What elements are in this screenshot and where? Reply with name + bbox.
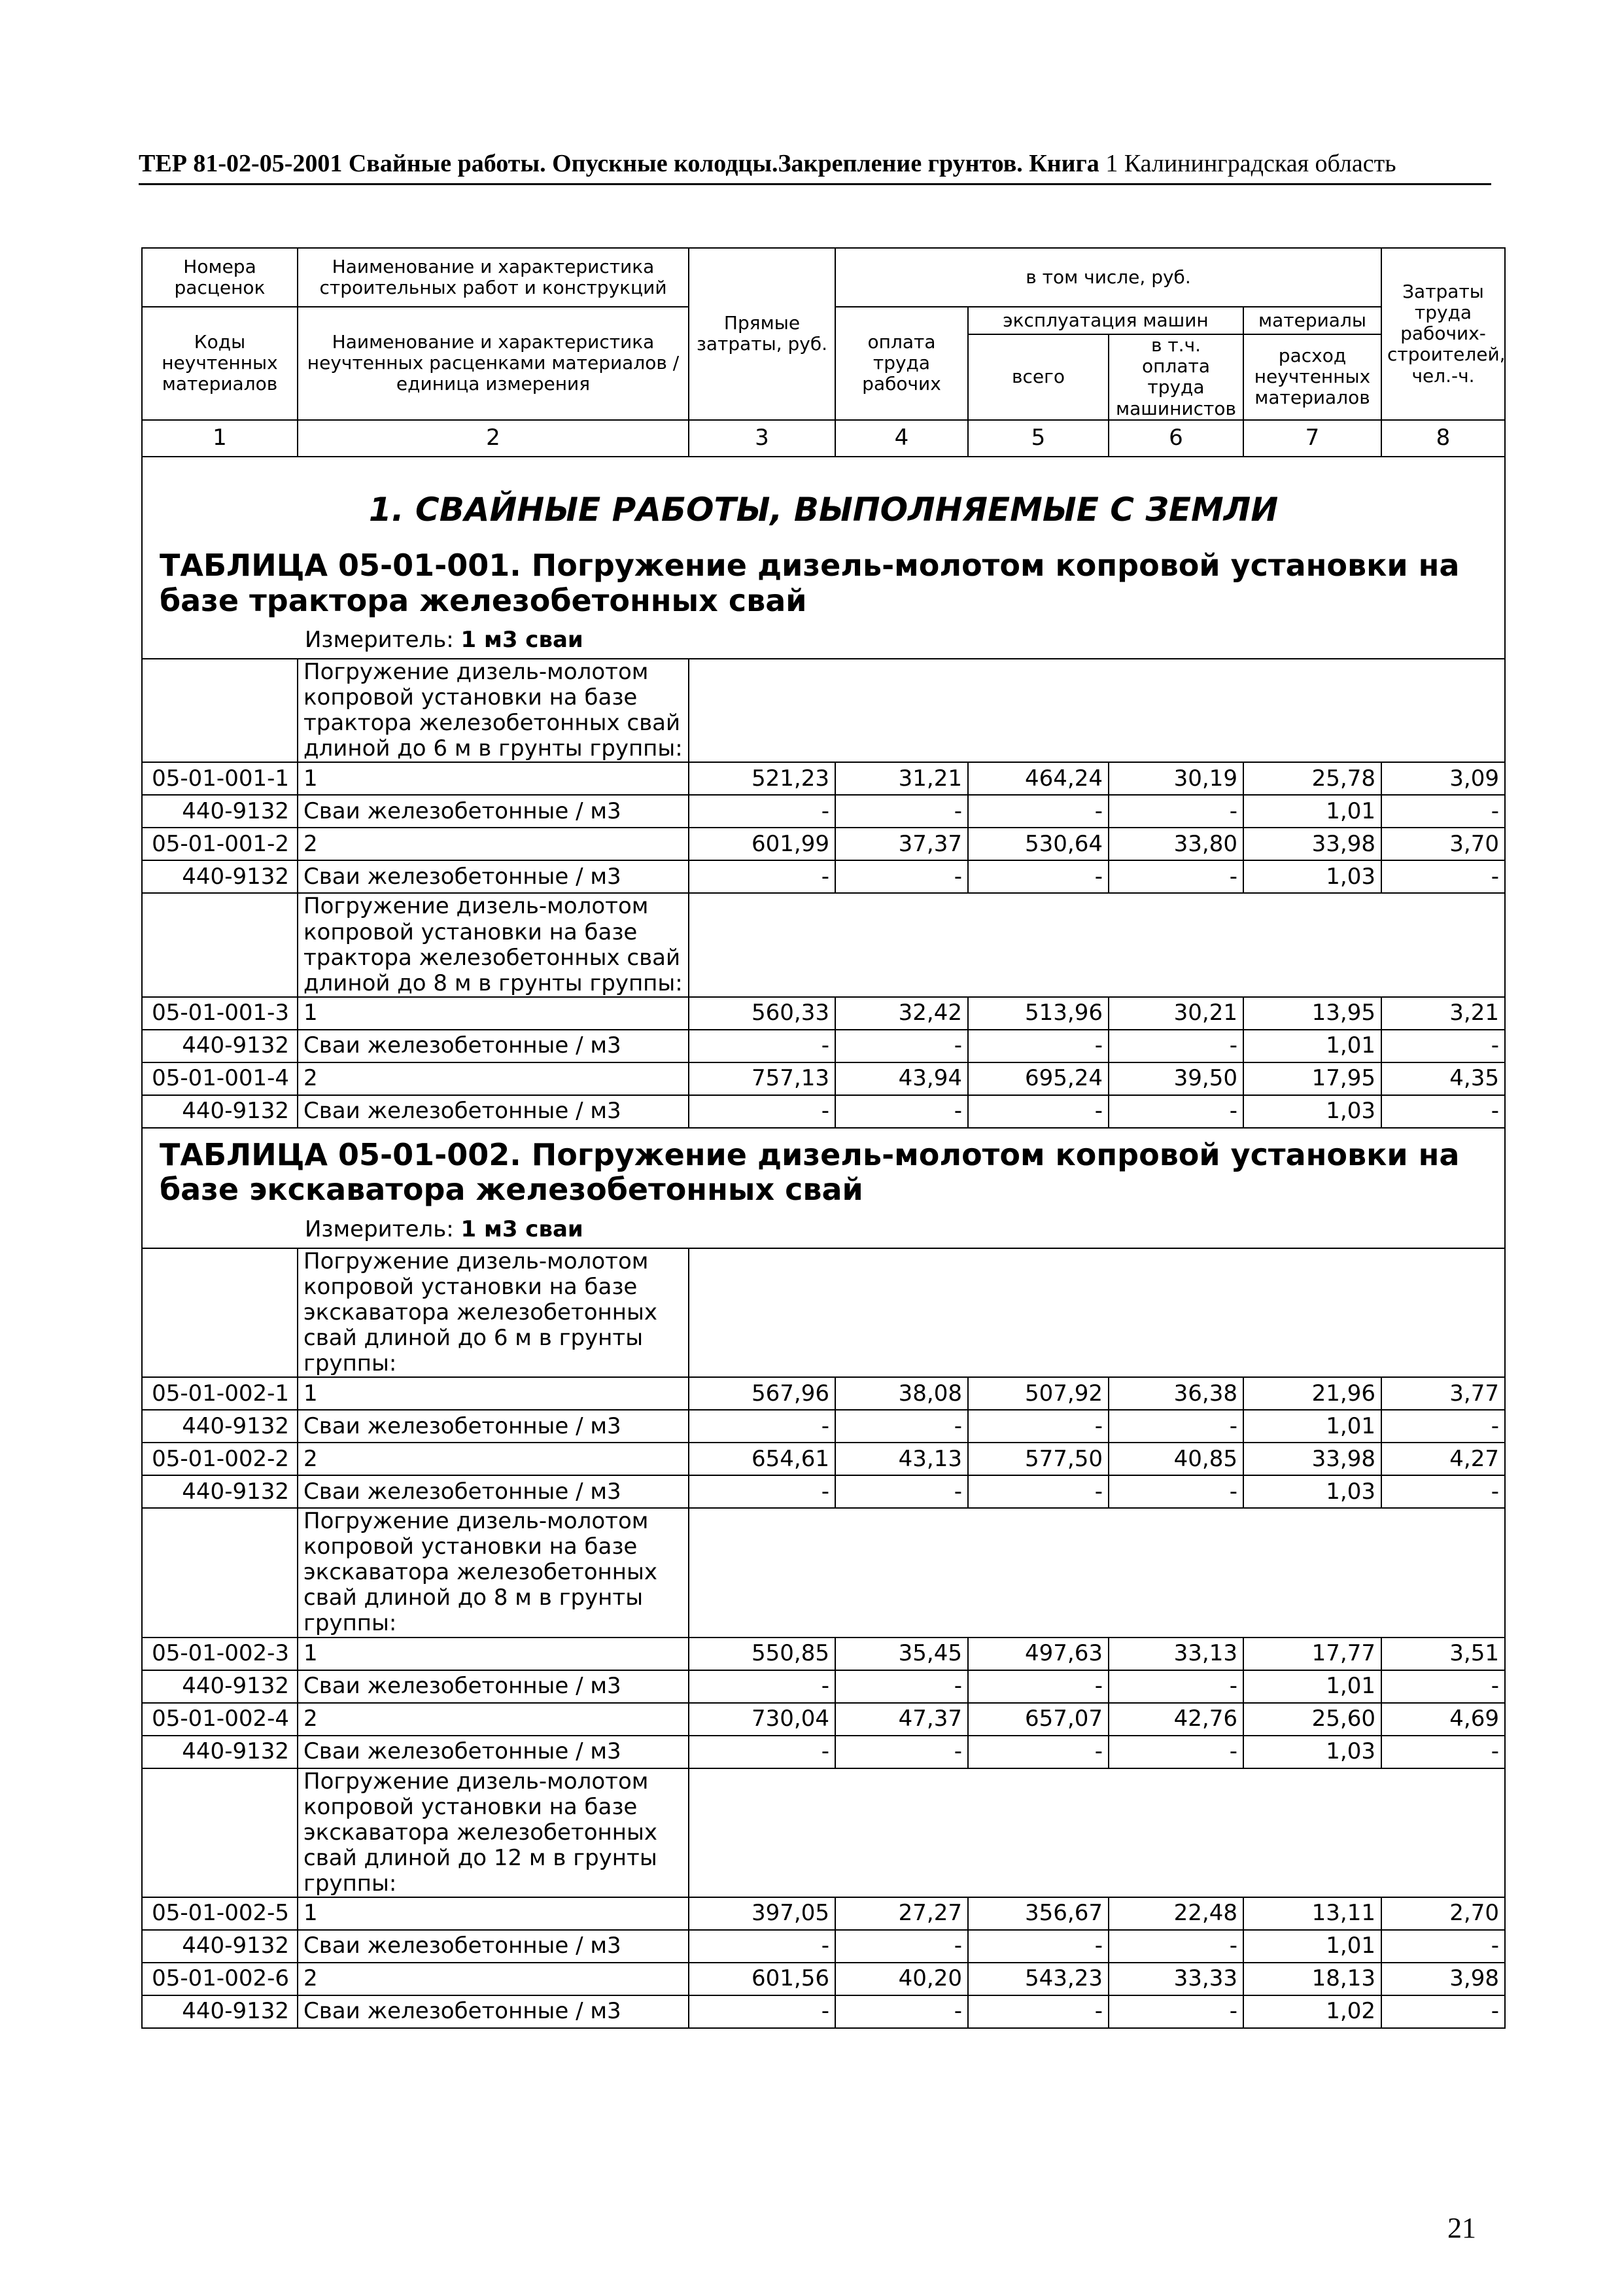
value-cell: - [1109,1930,1243,1963]
rate-name: 2 [298,1963,689,1995]
value-cell: 27,27 [835,1897,968,1930]
table-row [142,1062,1505,1095]
value-cell: 601,56 [689,1963,835,1995]
value-cell: 32,42 [835,997,968,1030]
value-cell: - [1381,1930,1505,1963]
value-cell: - [689,795,835,828]
value-cell: - [689,1736,835,1768]
value-cell: 521,23 [689,762,835,795]
value-cell: 25,78 [1243,762,1381,795]
rate-code: 05-01-002-3 [142,1638,298,1670]
material-row [142,795,1505,828]
value-cell: 33,33 [1109,1963,1243,1995]
col1-header-top: Номера расценок [142,248,298,307]
value-cell: 33,98 [1243,828,1381,860]
rate-code: 05-01-002-2 [142,1443,298,1475]
value-cell: 2,70 [1381,1897,1505,1930]
value-cell: - [1109,860,1243,893]
value-cell: 654,61 [689,1443,835,1475]
value-cell: 17,77 [1243,1638,1381,1670]
value-cell: 42,76 [1109,1703,1243,1736]
col8-header: Затраты труда рабочих-строителей, чел.-ч. [1381,248,1505,420]
value-cell: 3,21 [1381,997,1505,1030]
value-cell: - [835,1930,968,1963]
material-name: Сваи железобетонные / м3 [298,1930,689,1963]
col-number: 2 [298,420,689,457]
value-cell: - [689,1930,835,1963]
value-cell: 577,50 [968,1443,1109,1475]
table-row [142,997,1505,1030]
value-cell: - [968,1995,1109,2028]
value-cell: 1,01 [1243,1670,1381,1703]
material-code: 440-9132 [142,1736,298,1768]
value-cell: 497,63 [968,1638,1109,1670]
page-header [139,149,1491,185]
value-cell: 30,19 [1109,762,1243,795]
value-cell: 13,95 [1243,997,1381,1030]
material-code: 440-9132 [142,860,298,893]
value-cell: 47,37 [835,1703,968,1736]
group-description-row [142,1508,1505,1637]
rate-name: 2 [298,828,689,860]
value-cell: 530,64 [968,828,1109,860]
page-number: 21 [1447,2212,1476,2244]
value-cell: 1,01 [1243,1930,1381,1963]
value-cell: 36,38 [1109,1377,1243,1410]
value-cell: - [968,1410,1109,1443]
value-cell: - [835,1670,968,1703]
rate-name: 1 [298,1377,689,1410]
material-row [142,1410,1505,1443]
value-cell: 43,13 [835,1443,968,1475]
value-cell: 513,96 [968,997,1109,1030]
group-description: Погружение дизель-молотом копровой установки на базе экскаватора железобетонных свай длиной до 12 м в грунты группы: [298,1768,689,1897]
table-row [142,1443,1505,1475]
group-description-row [142,1248,1505,1377]
table-row [142,1963,1505,1995]
value-cell: 38,08 [835,1377,968,1410]
value-cell: - [968,795,1109,828]
col-number: 6 [1109,420,1243,457]
measure-value: 1 м3 сваи [460,626,583,653]
value-cell: 657,07 [968,1703,1109,1736]
col4-header: оплата труда рабочих [835,307,968,420]
value-cell: - [1381,1736,1505,1768]
col-number: 1 [142,420,298,457]
col3-header: Прямые затраты, руб. [689,248,835,420]
rate-code: 05-01-002-5 [142,1897,298,1930]
rate-name: 1 [298,1897,689,1930]
value-cell: 3,77 [1381,1377,1505,1410]
group-description: Погружение дизель-молотом копровой установки на базе трактора железобетонных свай длиной до 8 м в грунты группы: [298,893,689,996]
empty-cell [142,1768,298,1897]
incl-header: в том числе, руб. [835,248,1381,307]
material-code: 440-9132 [142,1095,298,1128]
header-title-bold: ТЕР 81-02-05-2001 Свайные работы. Опускные колодцы.Закрепление грунтов. Книга [139,150,1099,177]
material-name: Сваи железобетонные / м3 [298,1410,689,1443]
value-cell: 397,05 [689,1897,835,1930]
material-name: Сваи железобетонные / м3 [298,1095,689,1128]
value-cell: - [1109,1030,1243,1062]
value-cell: 22,48 [1109,1897,1243,1930]
value-cell: 39,50 [1109,1062,1243,1095]
material-name: Сваи железобетонные / м3 [298,1736,689,1768]
value-cell: - [1109,1995,1243,2028]
value-cell: - [1381,795,1505,828]
value-cell: - [1109,1095,1243,1128]
value-cell: 1,02 [1243,1995,1381,2028]
material-row [142,860,1505,893]
value-cell: 4,27 [1381,1443,1505,1475]
table-title-row [142,1128,1505,1248]
value-cell: 13,11 [1243,1897,1381,1930]
group-description: Погружение дизель-молотом копровой установки на базе трактора железобетонных свай длиной до 6 м в грунты группы: [298,659,689,762]
col6-header: в т.ч. оплата труда машинистов [1109,334,1243,420]
col-number: 3 [689,420,835,457]
value-cell: - [689,1475,835,1508]
value-cell: - [968,1030,1109,1062]
value-cell: - [968,1670,1109,1703]
value-cell: 695,24 [968,1062,1109,1095]
value-cell: - [835,1095,968,1128]
value-cell: 550,85 [689,1638,835,1670]
value-cell: 757,13 [689,1062,835,1095]
material-name: Сваи железобетонные / м3 [298,1030,689,1062]
col7-header: расход неучтенных материалов [1243,334,1381,420]
group-description-row [142,893,1505,996]
value-cell: 21,96 [1243,1377,1381,1410]
table-row [142,1638,1505,1670]
value-cell: 1,03 [1243,860,1381,893]
value-cell: 43,94 [835,1062,968,1095]
value-cell: 33,80 [1109,828,1243,860]
rate-name: 2 [298,1443,689,1475]
value-cell: 1,01 [1243,795,1381,828]
measure-value: 1 м3 сваи [460,1216,583,1242]
value-cell: - [1381,1995,1505,2028]
empty-cell [142,1508,298,1637]
material-code: 440-9132 [142,1410,298,1443]
empty-cell [689,659,1505,762]
rate-name: 1 [298,997,689,1030]
value-cell: - [835,1736,968,1768]
table-title-row [142,457,1505,659]
value-cell: 543,23 [968,1963,1109,1995]
col2-header-bottom: Наименование и характеристика неучтенных расценками материалов / единица измерения [298,307,689,420]
rate-code: 05-01-002-4 [142,1703,298,1736]
value-cell: - [835,860,968,893]
material-name: Сваи железобетонные / м3 [298,1670,689,1703]
material-code: 440-9132 [142,1030,298,1062]
value-cell: - [689,860,835,893]
rate-code: 05-01-001-4 [142,1062,298,1095]
table-row [142,828,1505,860]
value-cell: 1,01 [1243,1410,1381,1443]
material-name: Сваи железобетонные / м3 [298,1995,689,2028]
table-title: ТАБЛИЦА 05-01-002. Погружение дизель-молотом копровой установки на базе экскаватора железобетонных свай [160,1136,1460,1208]
value-cell: - [689,1095,835,1128]
value-cell: 18,13 [1243,1963,1381,1995]
material-code: 440-9132 [142,795,298,828]
ekspl-header: эксплуатация машин [968,307,1243,334]
empty-cell [142,893,298,996]
value-cell: - [835,1475,968,1508]
value-cell: - [1109,1410,1243,1443]
rate-name: 2 [298,1703,689,1736]
rate-name: 1 [298,762,689,795]
value-cell: 356,67 [968,1897,1109,1930]
value-cell: 33,13 [1109,1638,1243,1670]
measure-label: Измеритель: [305,1216,454,1242]
rate-code: 05-01-002-1 [142,1377,298,1410]
section-spacer [148,1129,1499,1138]
empty-cell [142,1248,298,1377]
value-cell: - [689,1670,835,1703]
value-cell: - [1381,1475,1505,1508]
value-cell: - [968,860,1109,893]
value-cell: 1,03 [1243,1475,1381,1508]
value-cell: - [835,1030,968,1062]
value-cell: - [689,1030,835,1062]
value-cell: - [1109,1670,1243,1703]
value-cell: - [835,1995,968,2028]
section-title: 1. СВАЙНЫЕ РАБОТЫ, ВЫПОЛНЯЕМЫЕ С ЗЕМЛИ [368,490,1279,529]
value-cell: - [1381,1095,1505,1128]
value-cell: 1,03 [1243,1736,1381,1768]
material-row [142,1095,1505,1128]
value-cell: 4,69 [1381,1703,1505,1736]
material-row [142,1475,1505,1508]
value-cell: - [835,795,968,828]
col-number: 8 [1381,420,1505,457]
empty-cell [689,1508,1505,1637]
rate-code: 05-01-002-6 [142,1963,298,1995]
value-cell: - [1381,1670,1505,1703]
material-row [142,1736,1505,1768]
price-table [141,247,1506,2029]
table-row [142,762,1505,795]
value-cell: 464,24 [968,762,1109,795]
rate-code: 05-01-001-2 [142,828,298,860]
value-cell: 30,21 [1109,997,1243,1030]
table-title-cell [142,457,1505,659]
rate-name: 2 [298,1062,689,1095]
empty-cell [689,893,1505,996]
value-cell: - [968,1930,1109,1963]
value-cell: 40,85 [1109,1443,1243,1475]
col2-header-top: Наименование и характеристика строительных работ и конструкций [298,248,689,307]
measure-unit [148,1208,1499,1248]
measure-label: Измеритель: [305,626,454,653]
group-description: Погружение дизель-молотом копровой установки на базе экскаватора железобетонных свай длиной до 6 м в грунты группы: [298,1248,689,1377]
value-cell: - [689,1410,835,1443]
value-cell: 37,37 [835,828,968,860]
col5-header: всего [968,334,1109,420]
group-description-row [142,1768,1505,1897]
value-cell: - [968,1095,1109,1128]
table-row [142,1897,1505,1930]
value-cell: - [968,1475,1109,1508]
value-cell: 1,03 [1243,1095,1381,1128]
material-row [142,1670,1505,1703]
material-row [142,1030,1505,1062]
value-cell: - [1109,1736,1243,1768]
group-description-row [142,659,1505,762]
value-cell: - [1381,860,1505,893]
value-cell: 3,98 [1381,1963,1505,1995]
material-code: 440-9132 [142,1475,298,1508]
table-title-cell [142,1128,1505,1248]
material-name: Сваи железобетонные / м3 [298,1475,689,1508]
value-cell: 35,45 [835,1638,968,1670]
value-cell: - [968,1736,1109,1768]
value-cell: 507,92 [968,1377,1109,1410]
value-cell: 3,70 [1381,828,1505,860]
value-cell: - [1109,1475,1243,1508]
header-title-rest: 1 Калининградская область [1099,150,1396,177]
empty-cell [689,1248,1505,1377]
material-code: 440-9132 [142,1670,298,1703]
col-number: 5 [968,420,1109,457]
header-row-1 [142,248,1505,307]
value-cell: - [1381,1030,1505,1062]
group-description: Погружение дизель-молотом копровой установки на базе экскаватора железобетонных свай длиной до 8 м в грунты группы: [298,1508,689,1637]
table-title: ТАБЛИЦА 05-01-001. Погружение дизель-молотом копровой установки на базе трактора железобетонных свай [160,548,1460,618]
empty-cell [142,659,298,762]
value-cell: 1,01 [1243,1030,1381,1062]
value-cell: 601,99 [689,828,835,860]
rate-code: 05-01-001-3 [142,997,298,1030]
value-cell: - [835,1410,968,1443]
material-code: 440-9132 [142,1930,298,1963]
material-name: Сваи железобетонные / м3 [298,860,689,893]
value-cell: 3,51 [1381,1638,1505,1670]
col1-header-bottom: Коды неучтенных материалов [142,307,298,420]
col-number: 7 [1243,420,1381,457]
mat-header: материалы [1243,307,1381,334]
value-cell: 40,20 [835,1963,968,1995]
value-cell: 31,21 [835,762,968,795]
table-row [142,1377,1505,1410]
rate-name: 1 [298,1638,689,1670]
measure-unit [148,618,1499,658]
empty-cell [689,1768,1505,1897]
column-numbers-row [142,420,1505,457]
value-cell: - [1381,1410,1505,1443]
value-cell: 17,95 [1243,1062,1381,1095]
table-row [142,1703,1505,1736]
value-cell: 560,33 [689,997,835,1030]
value-cell: - [689,1995,835,2028]
col-number: 4 [835,420,968,457]
material-row [142,1930,1505,1963]
material-code: 440-9132 [142,1995,298,2028]
material-name: Сваи железобетонные / м3 [298,795,689,828]
value-cell: - [1109,795,1243,828]
value-cell: 730,04 [689,1703,835,1736]
value-cell: 4,35 [1381,1062,1505,1095]
value-cell: 25,60 [1243,1703,1381,1736]
value-cell: 567,96 [689,1377,835,1410]
material-row [142,1995,1505,2028]
value-cell: 3,09 [1381,762,1505,795]
value-cell: 33,98 [1243,1443,1381,1475]
rate-code: 05-01-001-1 [142,762,298,795]
